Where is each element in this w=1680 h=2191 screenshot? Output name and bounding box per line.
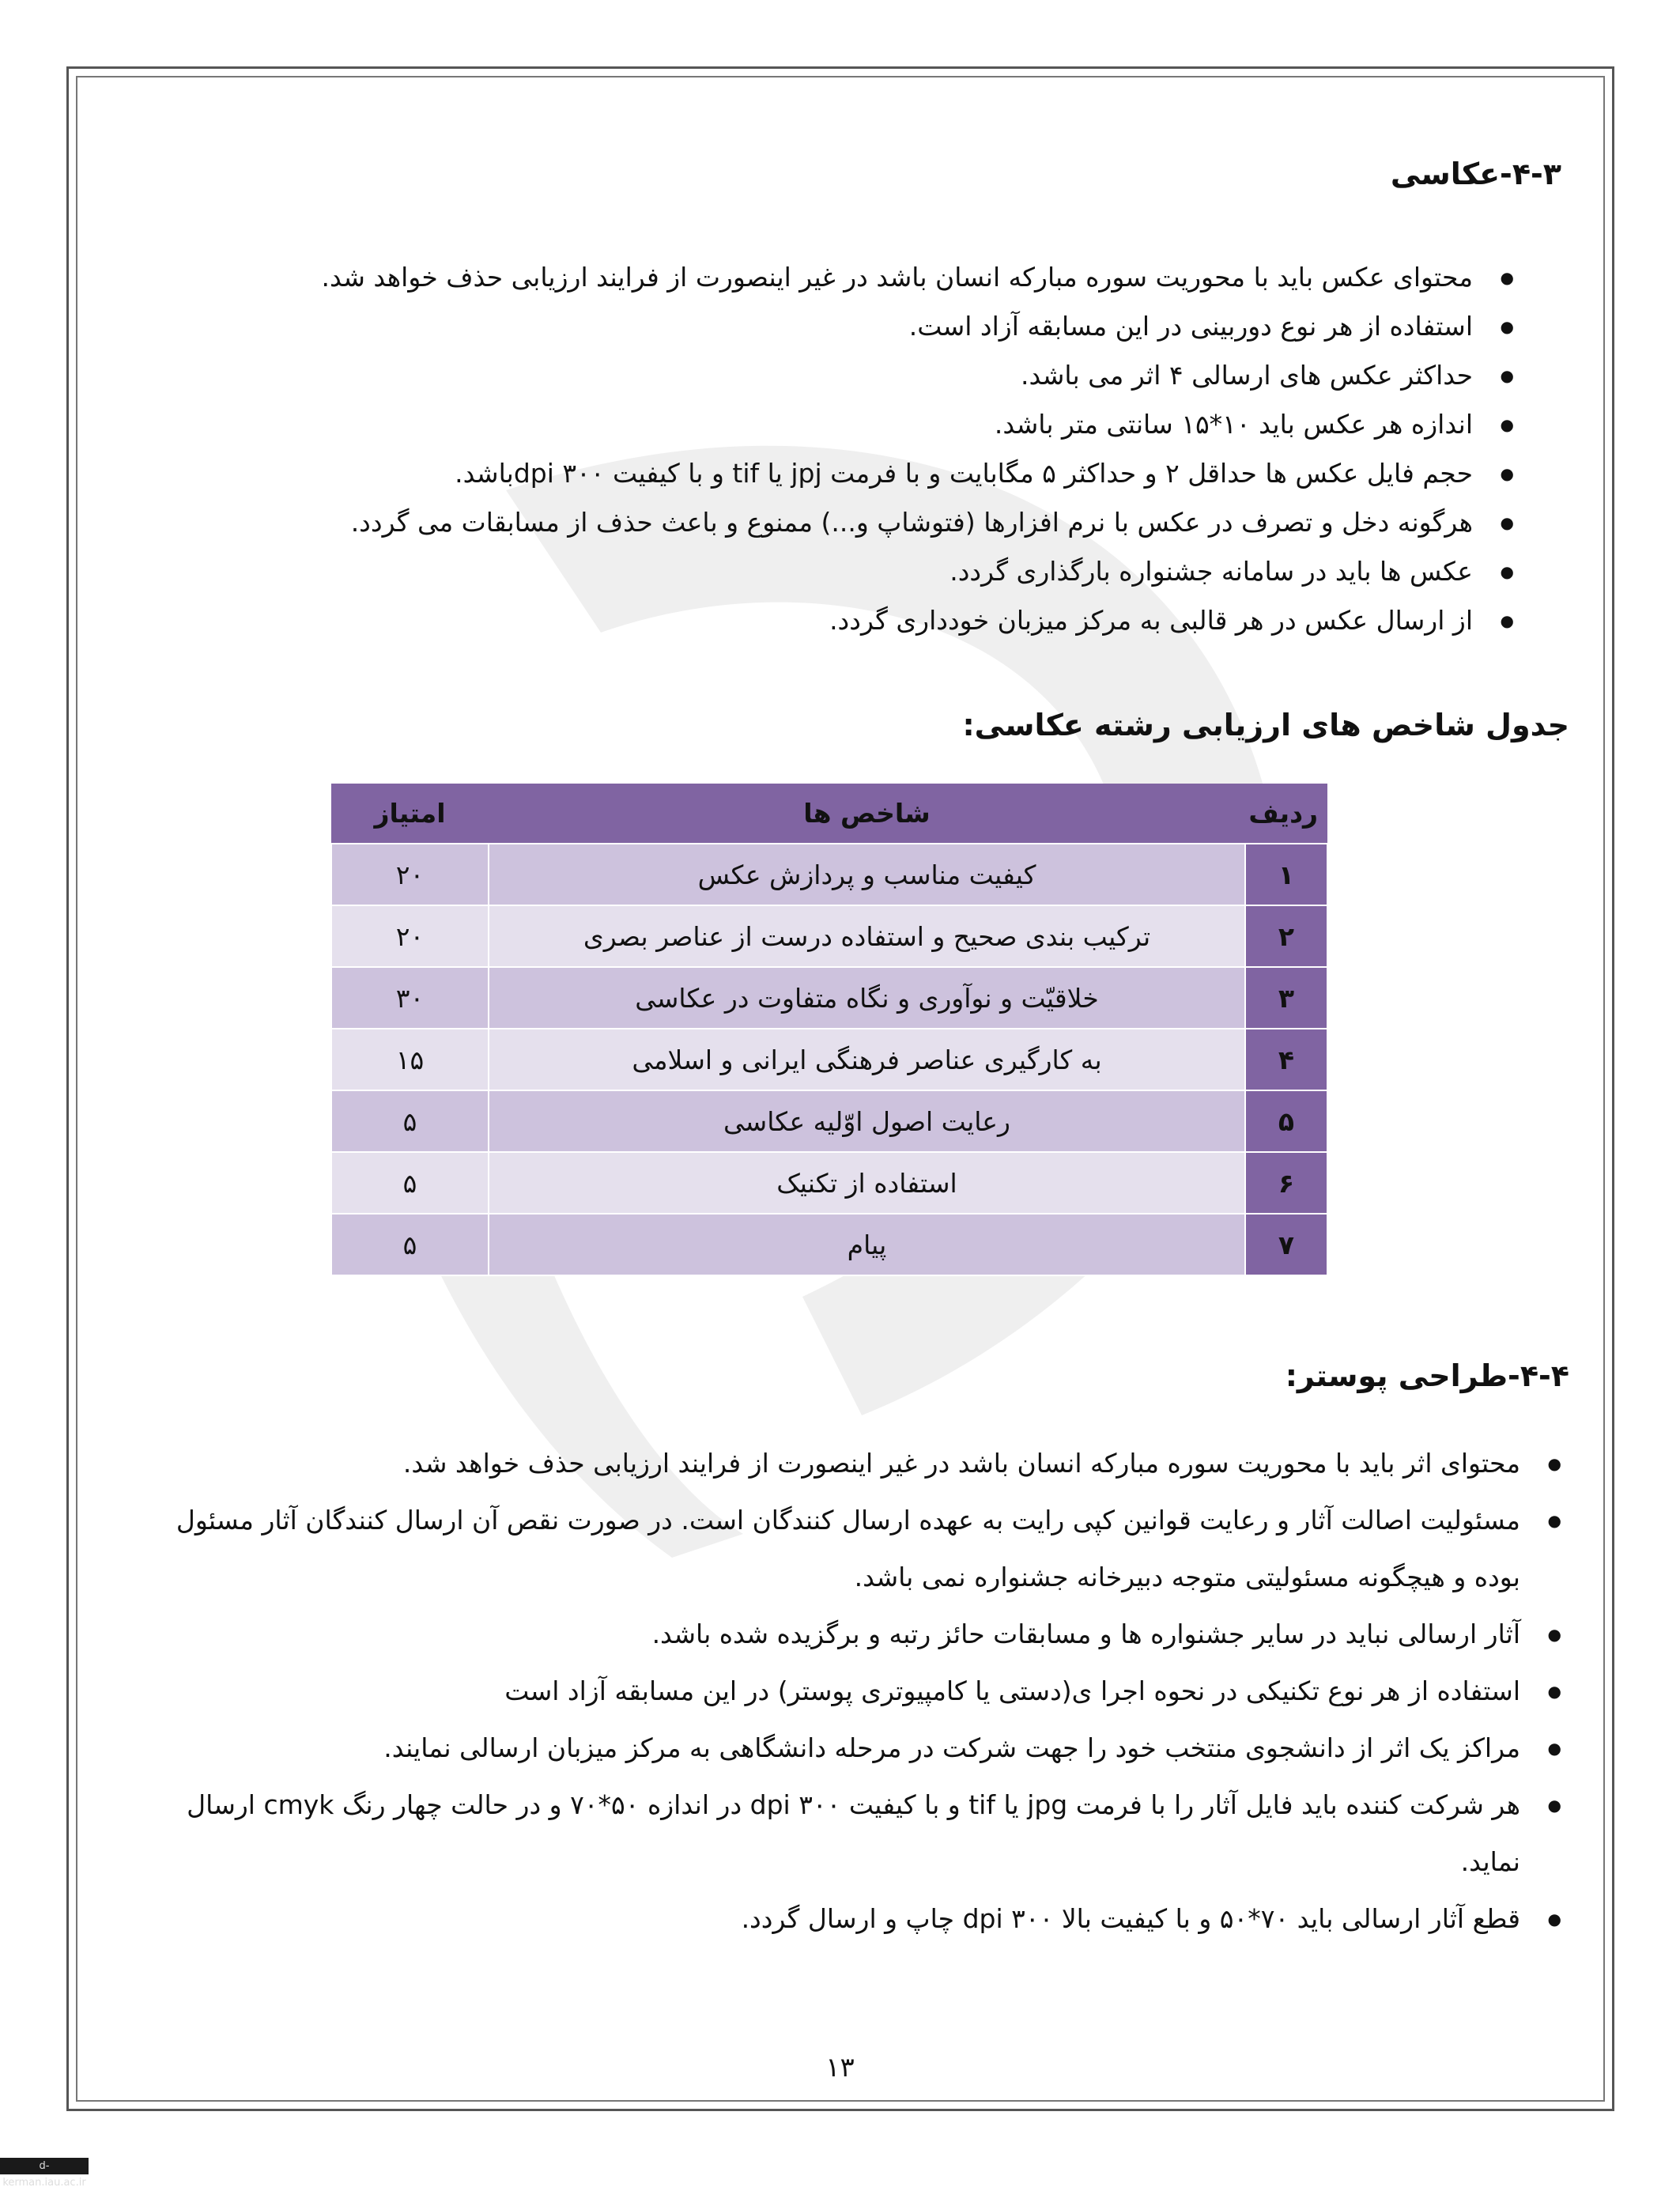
table-row bbox=[331, 905, 1327, 967]
row-score: ۵ bbox=[331, 1152, 489, 1214]
row-number: ۷ bbox=[1245, 1214, 1327, 1275]
list-item: ● قطع آثار ارسالی باید ۷۰*۵۰ و با کیفیت بالا ۳۰۰ dpi چاپ و ارسال گردد. bbox=[170, 1891, 1561, 1947]
list-item: ● اندازه هر عکس باید ۱۰*۱۵ سانتی متر باشد. bbox=[170, 400, 1514, 449]
header-criteria: شاخص ها bbox=[489, 784, 1245, 844]
header-row-number: ردیف bbox=[1245, 784, 1327, 844]
table-header-row bbox=[331, 784, 1327, 844]
row-score: ۵ bbox=[331, 1090, 489, 1152]
row-score: ۲۰ bbox=[331, 905, 489, 967]
header-score: امتیاز bbox=[331, 784, 489, 844]
photography-rules-list bbox=[170, 253, 1514, 645]
list-item: ● هرگونه دخل و تصرف در عکس با نرم افزارها (فتوشاپ و...) ممنوع و باعث حذف از مسابقات می گردد. bbox=[170, 498, 1514, 547]
row-criteria: کیفیت مناسب و پردازش عکس bbox=[489, 844, 1245, 905]
list-item: ● عکس ها باید در سامانه جشنواره بارگذاری گردد. bbox=[170, 547, 1514, 596]
row-criteria: ترکیب بندی صحیح و استفاده درست از عناصر بصری bbox=[489, 905, 1245, 967]
table-row bbox=[331, 1214, 1327, 1275]
row-criteria: خلاقیّت و نوآوری و نگاه متفاوت در عکاسی bbox=[489, 967, 1245, 1029]
table-row bbox=[331, 967, 1327, 1029]
poster-rules-list bbox=[170, 1435, 1561, 1947]
list-item: ● حجم فایل عکس ها حداقل ۲ و حداکثر ۵ مگابایت و با فرمت jpj یا tif و با کیفیت dpi ۳۰۰باشد. bbox=[170, 449, 1514, 498]
table-caption: جدول شاخص های ارزیابی رشته عکاسی: bbox=[962, 708, 1569, 742]
table-row bbox=[331, 1029, 1327, 1090]
table-row bbox=[331, 1090, 1327, 1152]
row-number: ۲ bbox=[1245, 905, 1327, 967]
evaluation-criteria-table bbox=[330, 784, 1328, 1276]
table-row bbox=[331, 844, 1327, 905]
list-item: ● محتوای عکس باید با محوریت سوره مبارکه انسان باشد در غیر اینصورت از فرایند ارزیابی حذف خواهد شد. bbox=[170, 253, 1514, 302]
list-item: ● محتوای اثر باید با محوریت سوره مبارکه انسان باشد در غیر اینصورت از فرایند ارزیابی حذف خواهد شد. bbox=[170, 1435, 1561, 1492]
row-score: ۳۰ bbox=[331, 967, 489, 1029]
row-number: ۳ bbox=[1245, 967, 1327, 1029]
list-item: ● استفاده از هر نوع تکنیکی در نحوه اجرا ی(دستی یا کامپیوتری پوستر) در این مسابقه آزاد است bbox=[170, 1663, 1561, 1720]
list-item: ● هر شرکت کننده باید فایل آثار را با فرمت jpg یا tif و با کیفیت dpi ۳۰۰ در اندازه ۵۰*۷۰ و در حالت چهار رنگ cmyk ارسال نماید. bbox=[170, 1777, 1561, 1891]
row-score: ۱۵ bbox=[331, 1029, 489, 1090]
row-criteria: به کارگیری عناصر فرهنگی ایرانی و اسلامی bbox=[489, 1029, 1245, 1090]
row-number: ۶ bbox=[1245, 1152, 1327, 1214]
list-item: ● استفاده از هر نوع دوربینی در این مسابقه آزاد است. bbox=[170, 302, 1514, 351]
section-title-photography: ۴-۳-عکاسی bbox=[1390, 157, 1561, 191]
section-title-poster-design: ۴-۴-طراحی پوستر: bbox=[1285, 1358, 1569, 1393]
table-row bbox=[331, 1152, 1327, 1214]
row-criteria: رعایت اصول اوّلیه عکاسی bbox=[489, 1090, 1245, 1152]
row-number: ۵ bbox=[1245, 1090, 1327, 1152]
footer-badge: d-kerman.iau.ac.ir bbox=[0, 2158, 89, 2174]
row-number: ۴ bbox=[1245, 1029, 1327, 1090]
list-item: ● حداکثر عکس های ارسالی ۴ اثر می باشد. bbox=[170, 351, 1514, 400]
row-score: ۲۰ bbox=[331, 844, 489, 905]
list-item: ● از ارسال عکس در هر قالبی به مرکز میزبان خودداری گردد. bbox=[170, 596, 1514, 645]
row-score: ۵ bbox=[331, 1214, 489, 1275]
list-item: ● مسئولیت اصالت آثار و رعایت قوانین کپی رایت به عهده ارسال کنندگان است. در صورت نقص آن ارسال کنندگان آثار مسئول بوده و هیچگونه مسئولیتی متوجه دبیرخانه جشنواره نمی باشد. bbox=[170, 1492, 1561, 1606]
row-criteria: پیام bbox=[489, 1214, 1245, 1275]
row-criteria: استفاده از تکنیک bbox=[489, 1152, 1245, 1214]
list-item: ● مراکز یک اثر از دانشجوی منتخب خود را جهت شرکت در مرحله دانشگاهی به مرکز میزبان ارسالی نمایند. bbox=[170, 1720, 1561, 1777]
list-item: ● آثار ارسالی نباید در سایر جشنواره ها و مسابقات حائز رتبه و برگزیده شده باشد. bbox=[170, 1606, 1561, 1663]
page-number: ۱۳ bbox=[825, 2052, 855, 2083]
row-number: ۱ bbox=[1245, 844, 1327, 905]
